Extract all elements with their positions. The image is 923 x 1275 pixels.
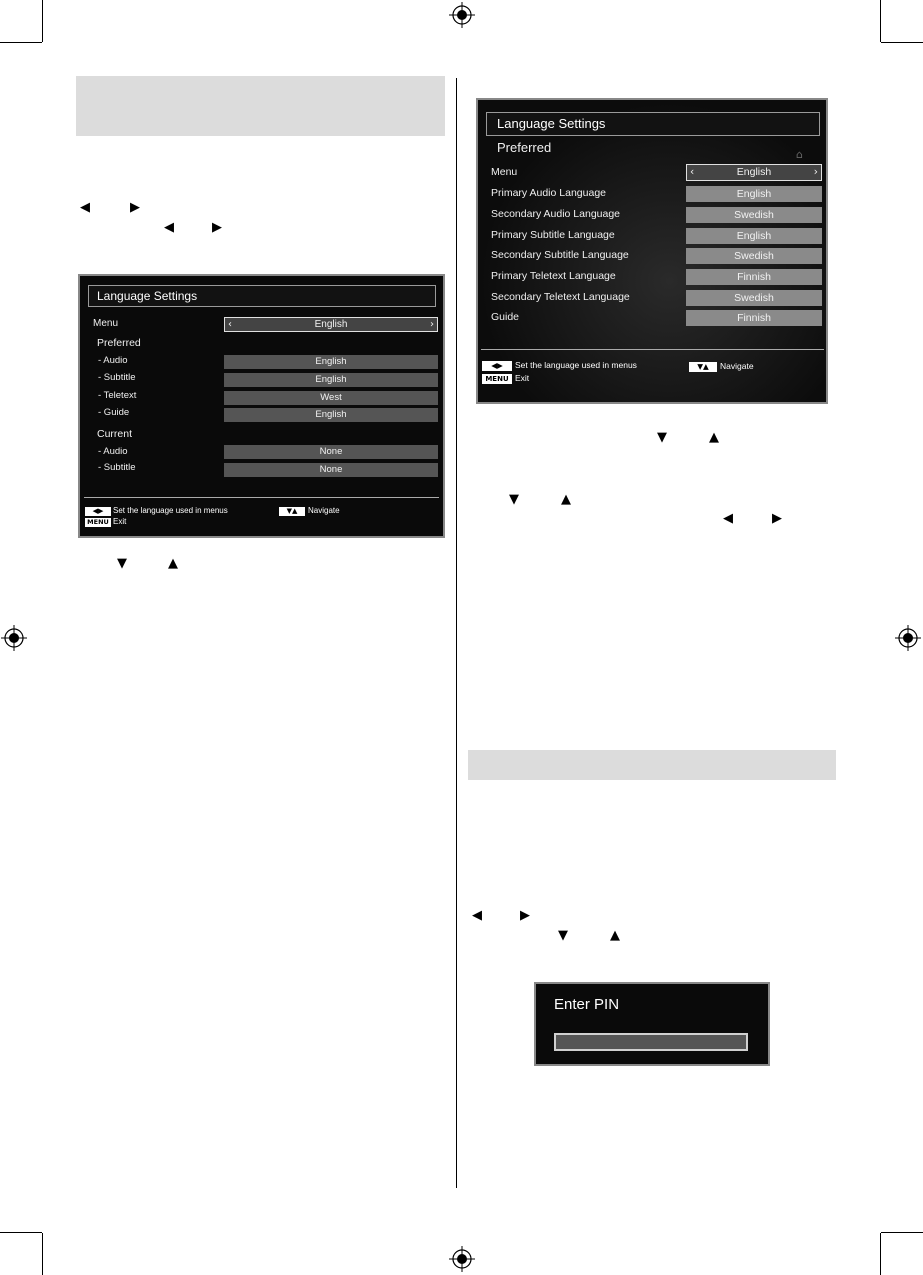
- registration-mark-icon: [449, 1246, 475, 1272]
- preferred-audio-value[interactable]: English: [224, 355, 438, 369]
- menu-language-selector[interactable]: [224, 317, 438, 332]
- guide-value[interactable]: Finnish: [686, 310, 822, 326]
- crop-mark: [880, 1233, 881, 1275]
- chevron-left-icon[interactable]: ‹: [228, 319, 232, 330]
- screen-title-box: [88, 285, 436, 307]
- secondary-subtitle-value[interactable]: Swedish: [686, 248, 822, 264]
- current-audio-value[interactable]: None: [224, 445, 438, 459]
- preferred-heading: Preferred: [97, 337, 141, 349]
- footer-hint: Set the language used in menus: [113, 506, 228, 515]
- secondary-teletext-label: Secondary Teletext Language: [491, 291, 630, 303]
- chevron-right-icon[interactable]: ›: [430, 319, 434, 330]
- guide-label: Guide: [491, 311, 520, 323]
- crop-mark: [42, 0, 43, 42]
- down-arrow-icon: ▼: [117, 556, 127, 571]
- right-arrow-icon: ▶: [130, 200, 140, 215]
- menu-language-value: English: [736, 166, 772, 178]
- preferred-guide-label: - Guide: [98, 407, 130, 418]
- footer-separator: [84, 497, 439, 498]
- crop-mark: [881, 1232, 923, 1233]
- secondary-teletext-value[interactable]: Swedish: [686, 290, 822, 306]
- down-arrow-icon: ▼: [558, 928, 568, 943]
- preferred-subtitle-label: - Subtitle: [98, 372, 136, 383]
- language-settings-screen-right: [476, 98, 828, 404]
- enter-pin-dialog: [534, 982, 770, 1066]
- left-right-key-icon: ◀▶: [482, 361, 512, 371]
- primary-audio-label: Primary Audio Language: [491, 187, 606, 199]
- column-divider: [456, 78, 457, 1188]
- preferred-heading: Preferred: [497, 140, 552, 155]
- screen-title: Language Settings: [497, 116, 606, 131]
- current-subtitle-value[interactable]: None: [224, 463, 438, 477]
- menu-language-value: English: [314, 319, 348, 330]
- screen-title: Language Settings: [97, 289, 198, 303]
- right-arrow-icon: ▶: [772, 511, 782, 526]
- screen-title-box: [486, 112, 820, 136]
- primary-audio-value[interactable]: English: [686, 186, 822, 202]
- down-arrow-icon: ▼: [657, 430, 667, 445]
- up-arrow-icon: ▲: [709, 430, 719, 445]
- left-right-key-icon: ◀▶: [85, 507, 111, 516]
- crop-mark: [881, 42, 923, 43]
- menu-language-selector[interactable]: [686, 164, 822, 181]
- pin-input[interactable]: [554, 1033, 748, 1051]
- crop-mark: [880, 0, 881, 42]
- section-heading-bar: [76, 76, 445, 136]
- left-arrow-icon: ◀: [472, 908, 482, 923]
- up-down-key-icon: ▼▲: [279, 507, 305, 516]
- menu-key: MENU: [85, 518, 111, 527]
- footer-separator: [481, 349, 824, 350]
- footer-navigate: Navigate: [720, 361, 754, 371]
- secondary-audio-label: Secondary Audio Language: [491, 208, 621, 220]
- crop-mark: [42, 1233, 43, 1275]
- footer-navigate: Navigate: [308, 506, 340, 515]
- preferred-guide-value[interactable]: English: [224, 408, 438, 422]
- current-audio-label: - Audio: [98, 446, 128, 457]
- crop-mark: [0, 1232, 42, 1233]
- primary-subtitle-value[interactable]: English: [686, 228, 822, 244]
- footer-exit: Exit: [113, 517, 127, 526]
- footer-hint: Set the language used in menus: [515, 360, 637, 370]
- primary-teletext-value[interactable]: Finnish: [686, 269, 822, 285]
- up-arrow-icon: ▲: [610, 928, 620, 943]
- chevron-left-icon[interactable]: ‹: [690, 166, 695, 178]
- menu-label: Menu: [93, 318, 119, 329]
- right-arrow-icon: ▶: [212, 220, 222, 235]
- chevron-right-icon[interactable]: ›: [813, 166, 818, 178]
- secondary-subtitle-label: Secondary Subtitle Language: [491, 249, 629, 261]
- language-settings-screen-left: [78, 274, 445, 538]
- left-arrow-icon: ◀: [723, 511, 733, 526]
- primary-subtitle-label: Primary Subtitle Language: [491, 229, 615, 241]
- left-arrow-icon: ◀: [80, 200, 90, 215]
- up-arrow-icon: ▲: [561, 492, 571, 507]
- footer-exit: Exit: [515, 373, 530, 383]
- menu-label: Menu: [491, 166, 518, 178]
- current-heading: Current: [97, 428, 133, 440]
- preferred-audio-label: - Audio: [98, 355, 128, 366]
- current-subtitle-label: - Subtitle: [98, 462, 136, 473]
- registration-mark-icon: [1, 625, 27, 651]
- left-arrow-icon: ◀: [164, 220, 174, 235]
- preferred-subtitle-value[interactable]: English: [224, 373, 438, 387]
- up-down-key-icon: ▼▲: [689, 362, 717, 372]
- tv-lock-icon: ⌂: [796, 148, 803, 161]
- crop-mark: [0, 42, 42, 43]
- section-heading-bar: [468, 750, 836, 780]
- secondary-audio-value[interactable]: Swedish: [686, 207, 822, 223]
- registration-mark-icon: [449, 2, 475, 28]
- right-arrow-icon: ▶: [520, 908, 530, 923]
- up-arrow-icon: ▲: [168, 556, 178, 571]
- preferred-teletext-value[interactable]: West: [224, 391, 438, 405]
- menu-key: MENU: [482, 374, 512, 384]
- registration-mark-icon: [895, 625, 921, 651]
- down-arrow-icon: ▼: [509, 492, 519, 507]
- pin-dialog-title: Enter PIN: [554, 996, 620, 1013]
- primary-teletext-label: Primary Teletext Language: [491, 270, 616, 282]
- preferred-teletext-label: - Teletext: [98, 390, 137, 401]
